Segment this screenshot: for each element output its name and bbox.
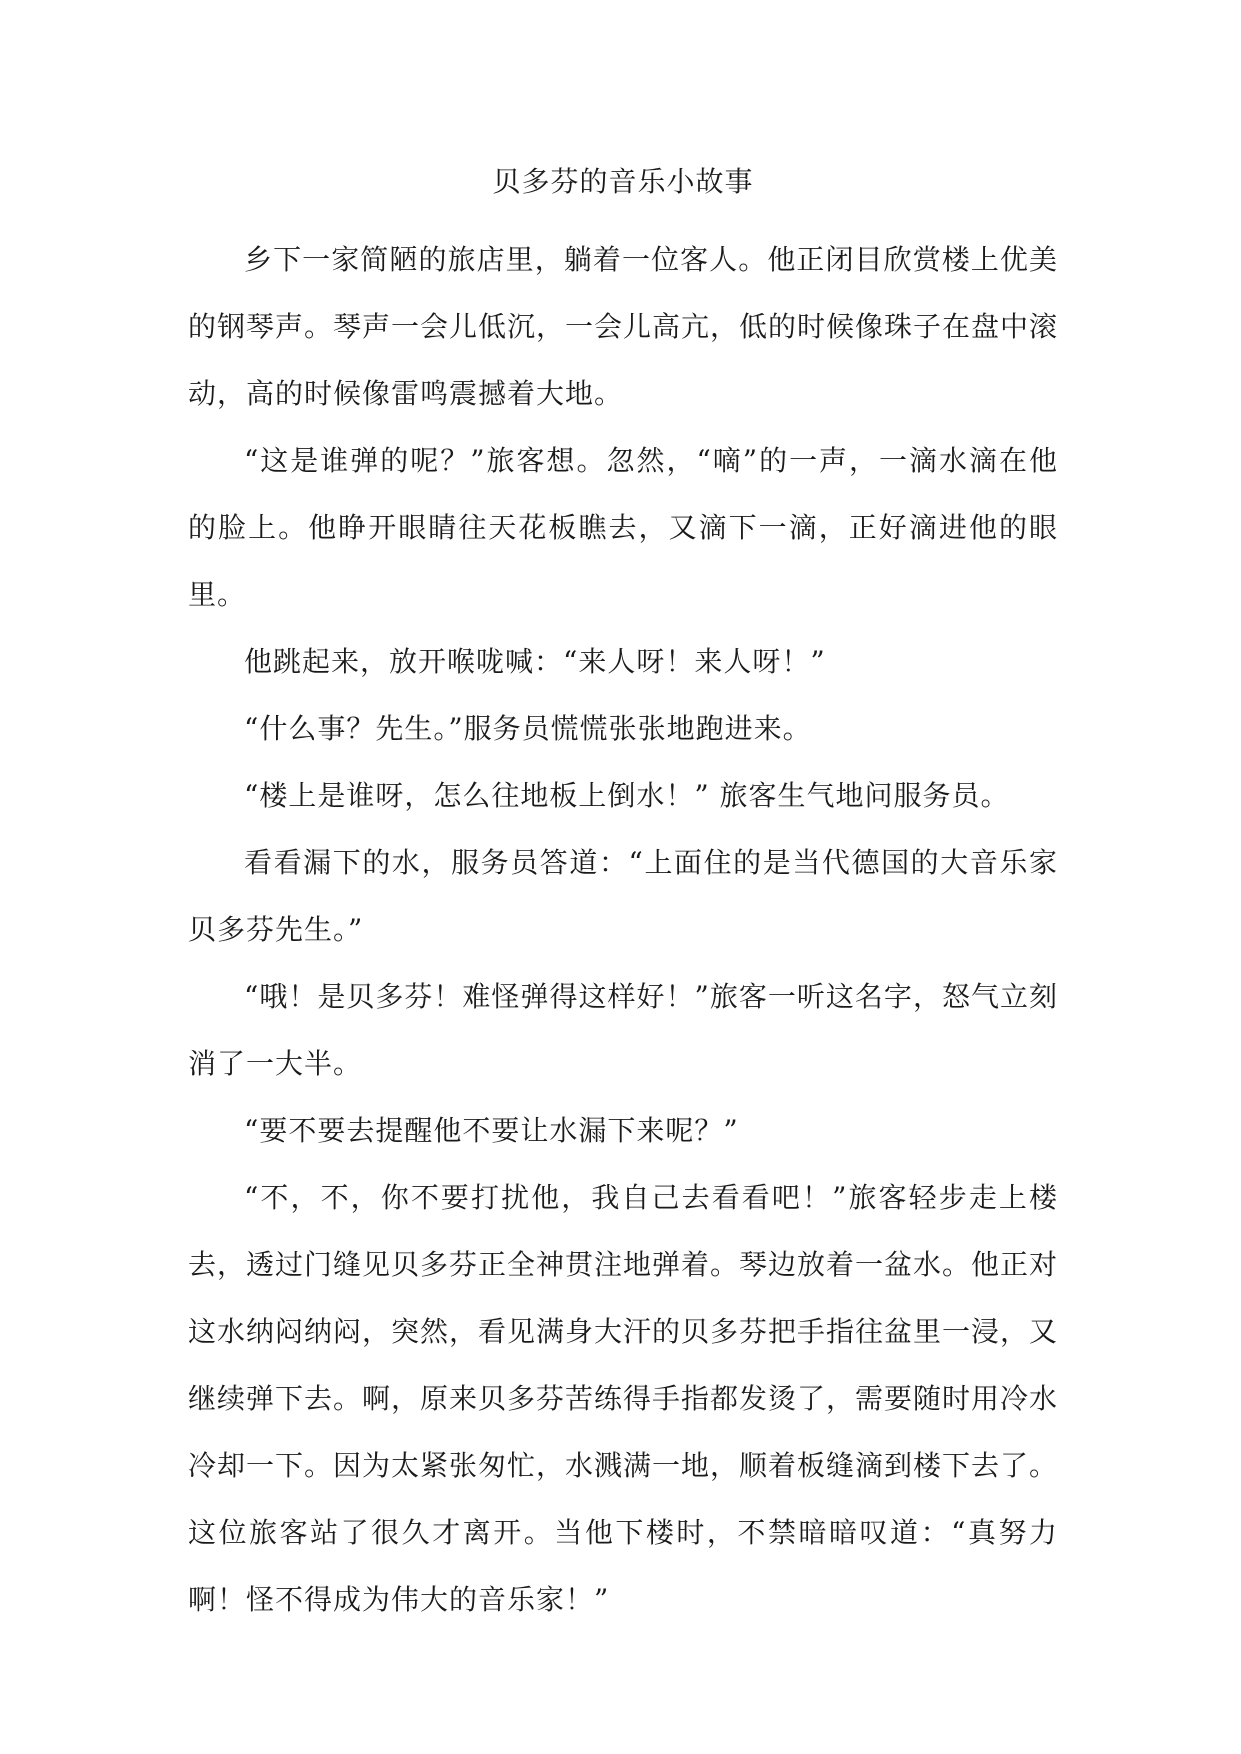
paragraph-8: “要不要去提醒他不要让水漏下来呢？”: [244, 1114, 739, 1147]
document-page: [188, 158, 1058, 1633]
paragraph-2: “这是谁弹的呢？”旅客想。忽然，“嘀”的一声，一滴水滴在他的脸上。他睁开眼睛往天花板瞧去，又滴下一滴，正好滴进他的眼里。: [188, 444, 1058, 611]
paragraph-1: 乡下一家简陋的旅店里，躺着一位客人。他正闭目欣赏楼上优美的钢琴声。琴声一会儿低沉，一会儿高亢，低的时候像珠子在盘中滚动，高的时候像雷鸣震撼着大地。: [188, 243, 1059, 410]
document-title: 贝多芬的音乐小故事: [492, 165, 754, 198]
paragraph-6: 看看漏下的水，服务员答道：“上面住的是当代德国的大音乐家贝多芬先生。”: [188, 846, 1058, 946]
paragraph-3: 他跳起来，放开喉咙喊：“来人呀！来人呀！”: [244, 645, 826, 678]
paragraph-7: “哦！是贝多芬！难怪弹得这样好！”旅客一听这名字，怒气立刻消了一大半。: [188, 980, 1058, 1080]
paragraph-5: “楼上是谁呀，怎么往地板上倒水！” 旅客生气地问服务员。: [244, 779, 1010, 812]
paragraph-4: “什么事？先生。”服务员慌慌张张地跑进来。: [244, 712, 812, 745]
paragraph-9: “不，不，你不要打扰他，我自己去看看吧！”旅客轻步走上楼去，透过门缝见贝多芬正全神贯注地弹着。琴边放着一盆水。他正对这水纳闷纳闷，突然，看见满身大汗的贝多芬把手指往盆里一浸，又继续弹下去。啊，原来贝多芬苦练得手指都发烫了，需要随时用冷水冷却一下。因为太紧张匆忙，水溅满一地，顺着板缝滴到楼下去了。这位旅客站了很久才离开。当他下楼时，不禁暗暗叹道：“真努力啊！怪不得成为伟大的音乐家！”: [188, 1181, 1059, 1616]
